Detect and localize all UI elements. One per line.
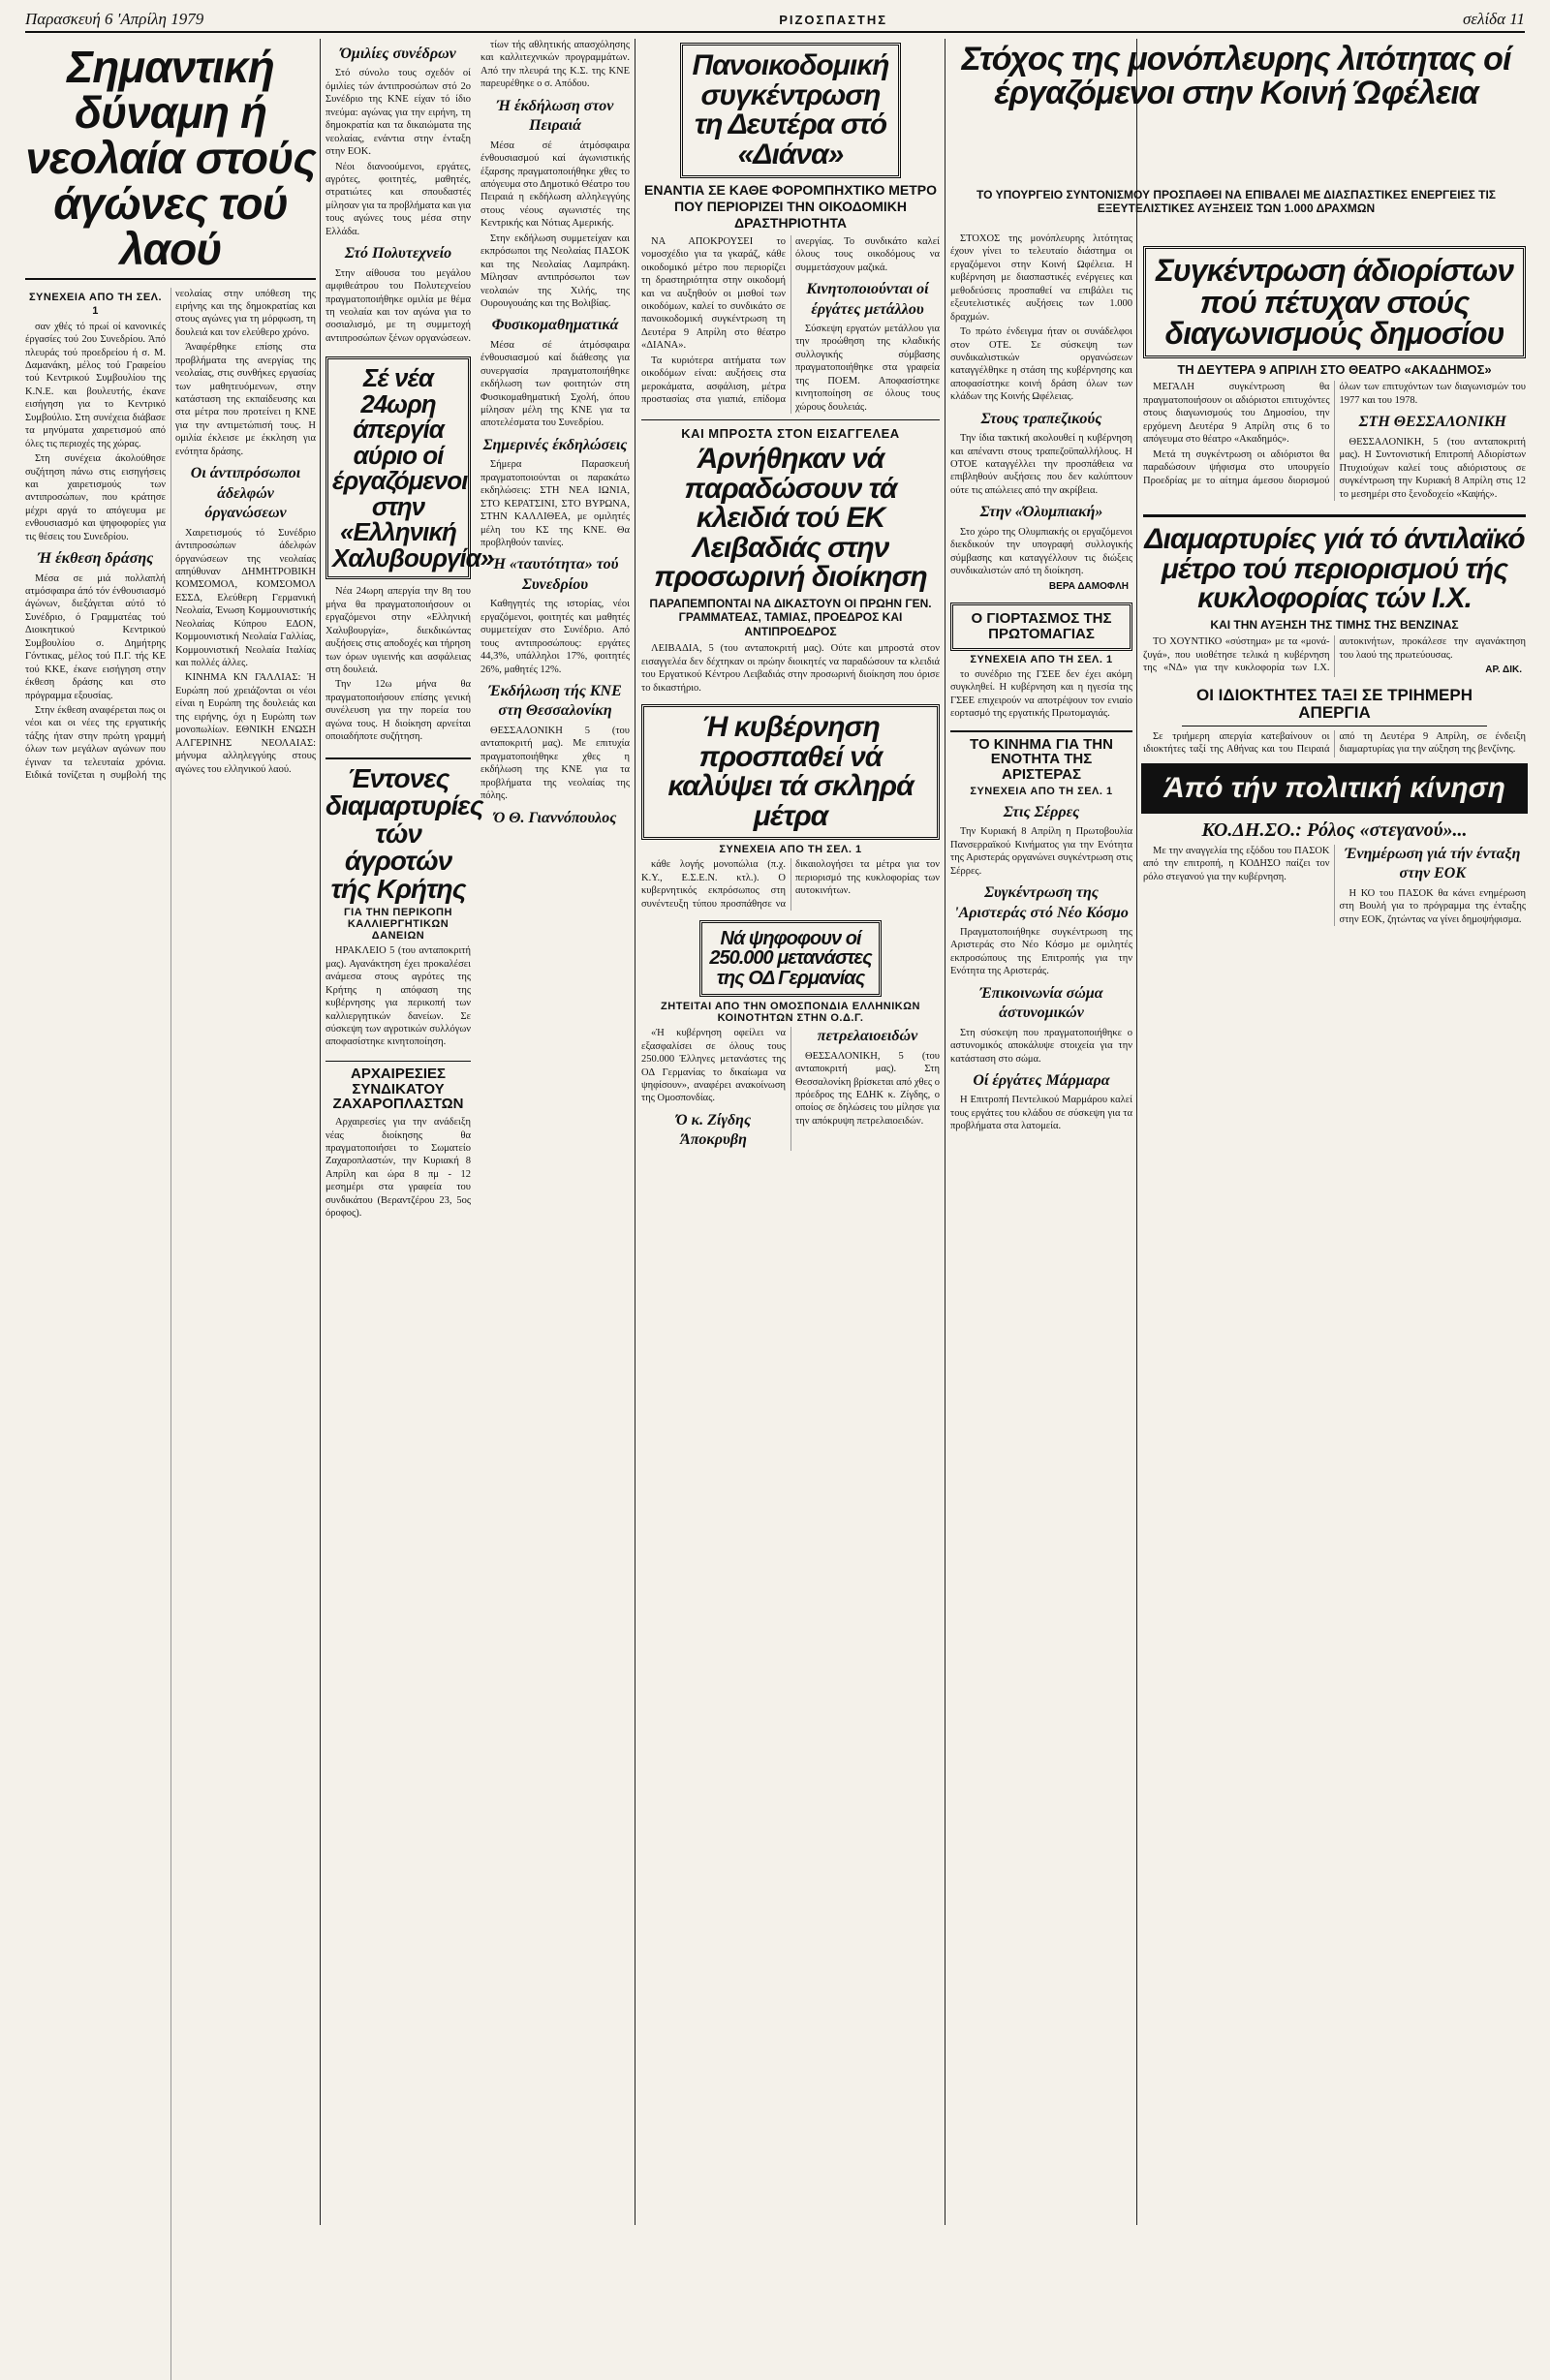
headline: Σημαντική δύναμη ή νεολαία στούς άγώνες τού λαού (25, 45, 316, 280)
kicker: ΚΑΙ ΜΠΡΟΣΤΑ ΣΤΟΝ ΕΙΣΑΓΓΕΛΕΑ (681, 426, 900, 442)
deck: ΖΗΤΕΙΤΑΙ ΑΠΟ ΤΗΝ ΟΜΟΣΠΟΝΔΙΑ ΕΛΛΗΝΙΚΩΝ ΚΟΙΝΟΤΗΤΩΝ ΣΤΗΝ Ο.Δ.Γ. (661, 1001, 920, 1025)
paragraph: Χαιρετισμούς τό Συνέδριο άντιπροσώπων άδελφών όργανώσεων της νεολαίας απηύθυναν ΔΗΜΗΤΡΟΒΙΚΗ ΚΟΜΣΟΜΟΛ, ΚΟΜΣΟΜΟΛ ΕΣΣΔ, Ελεύθερη Γερμανική Νεολαία, Ένωση Κομμουνιστικής Νεολαίας Κύπρου ΕΔΟΝ, Κομμουνιστική Νεολαία Γαλλίας, Κομμουνιστική Νεολαία Ιταλίας και πολλές άλλες. (175, 527, 316, 668)
paragraph: Με την αναγγελία της εξόδου του ΠΑΣΟΚ από την επιτροπή, η ΚΟΔΗΣΟ παίζει τον ρόλο στεγανού για την κυβέρνηση. (1143, 845, 1330, 882)
subheading: Ή «ταυτότητα» τού Συνεδρίου (491, 556, 619, 593)
article-body (326, 944, 471, 1049)
paragraph: Στην αίθουσα του μεγάλου αμφιθεάτρου του Πολυτεχνείου πραγματοποιήθηκε ομιλία με θέμα τη νεολαία και τον αγώνα για το σοσιαλισμό, με τη συμμετοχή αντιπροσώπων ξένων οργανώσεων. (326, 267, 472, 344)
article-body (950, 232, 1132, 593)
paragraph: ΣΤΟΧΟΣ της μονόπλευρης λιτότητας έχουν γίνει το τελευταίο διάστημα οι εργαζόμενοι στην Κοινή Ωφέλεια. Η κυβέρνηση με διασπαστικές ενέργειες και μεθοδεύσεις προσπαθεί να επιβάλει τις εξευτελιστικές αυξήσεις των 1.000 δραχμών. (950, 233, 1132, 323)
subheading: Φυσικομαθηματικά (491, 317, 619, 334)
paragraph: Μέσα σέ άτμόσφαιρα ένθουσιασμού καί διάθεσης για συνεργασία πραγματοποιήθηκε εκδήλωση των φοιτητών στη Φυσικομαθηματική Σχολή, όπου μίλησαν μέλη της ΚΝΕ για τα αποτελέσματα του Συνεδρίου. (480, 339, 630, 429)
column-rule (320, 39, 321, 2225)
government-measures-headline: Ή κυβέρνηση προσπαθεί νά καλύψει τά σκληρά μέτρα (641, 704, 940, 840)
paragraph: Την Κυριακή 8 Απρίλη η Πρωτοβουλία Πανσερραϊκού Κινήματος για την Ενότητα της Αριστεράς οργανώνει συγκέντρωση στις Σέρρες. (950, 826, 1132, 877)
paragraph: ΘΕΣΣΑΛΟΝΙΚΗ, 5 (του ανταποκριτή μας). Η Συντονιστική Επιτροπή Αδιορίστων Πτυχιούχων καλεί τους αδιόριστους σε συγκέντρωση την Κυριακή 8 Απρίλη στις 12 το μεσημέρι στο ξενοδοχείο «Καψής». (1339, 436, 1526, 500)
paragraph: ΗΡΑΚΛΕΙΟ 5 (του ανταποκριτή μας). Αγανάκτηση έχει προκαλέσει ανάμεσα στους αγρότες της Κρήτης η απόφαση της κυβέρνησης για περικοπή των καλλιεργητικών δανείων. Σε σύσκεψη των αγροτικών συλλόγων αποφασίστηκε κινητοποίηση. (326, 945, 471, 1048)
article-body (326, 585, 471, 743)
left-unity-headline: ΤΟ ΚΙΝΗΜΑ ΓΙΑ ΤΗΝ ΕΝΟΤΗΤΑ ΤΗΣ ΑΡΙΣΤΕΡΑΣ (950, 730, 1132, 783)
paragraph: Την ίδια τακτική ακολουθεί η κυβέρνηση και απέναντι στους τραπεζοϋπαλλήλους. Η ΟΤΟΕ καταγγέλλει την προσπάθεια να επιβληθούν αυξήσεις που δεν καλύπτουν ούτε τις απώλειες από την ακρίβεια. (950, 433, 1132, 496)
subheading: Στους τραπεζικούς (980, 410, 1102, 427)
article-body (25, 288, 316, 2380)
public-utility-deck (950, 184, 1522, 232)
subheading: Στις Σέρρες (1003, 803, 1080, 820)
subheading: Ή έκδήλωση στον Πειραιά (496, 97, 614, 135)
subheading: Στό Πολυτεχνείο (344, 245, 452, 263)
paragraph: Νέοι διανοούμενοι, εργάτες, αγρότες, φοιτητές, μαθητές, στρατιώτες και σπουδαστές μίλησαν για τα προβλήματα και για τους αγώνες τους μέσα στην Ελλάδα. (326, 161, 471, 237)
paragraph: Πραγματοποιήθηκε συγκέντρωση της Αριστεράς στο Νέο Κόσμο με ομιλητές εκπροσώπους της Επιτροπής για την Ενότητα της Αριστεράς. (950, 927, 1132, 977)
subheading: Ό κ. Ζίγδης Άποκρυβη πετρελαιοειδών (675, 1028, 918, 1149)
political-movement-banner: Άπό τήν πολιτική κίνηση (1143, 765, 1526, 812)
continued-label: ΣΥΝΕΧΕΙΑ ΑΠΟ ΤΗ ΣΕΛ. 1 (719, 844, 862, 856)
article-body (1143, 845, 1526, 926)
paragraph: σαν χθές τό πρωί οί κανονικές έργασίες τού 2ου Συνεδρίου. Άπό πλευράς τού προεδρείου ή σ. Μ. Δαμανάκη, μέλος τού Γραφείου τού Κεντρικού Συμβουλίου της Κ.Ν.Ε. και βουλευτής, έκανε εισήγηση για το Κεντρικό Συμβούλιο. Στη συνέχεια διάβασε τα μηνύματα χαιρετισμού από όλες τις περιοχές της χώρας. (25, 321, 166, 449)
deck: ΤΟ ΥΠΟΥΡΓΕΙΟ ΣΥΝΤΟΝΙΣΜΟΥ ΠΡΟΣΠΑΘΕΙ ΝΑ ΕΠΙΒΑΛΕΙ ΜΕ ΔΙΑΣΠΑΣΤΙΚΕΣ ΕΝΕΡΓΕΙΕΣ ΤΙΣ ΕΞΕΥΤΕΛΙΣΤΙΚΕΣ ΑΥΞΗΣΕΙΣ ΤΩΝ 1.000 ΔΡΑΧΜΩΝ (976, 188, 1496, 216)
column-five-body (950, 232, 1132, 2218)
continued-label: ΣΥΝΕΧΕΙΑ ΑΠΟ ΤΗ ΣΕΛ. 1 (970, 653, 1113, 665)
column-rule (635, 39, 636, 2225)
paragraph: ΘΕΣΣΑΛΟΝΙΚΗ 5 (του ανταποκριτή μας). Με επιτυχία πραγματοποιήθηκε χθες η εκδήλωση της ΚΝΕ για τα προβλήματα της νεολαίας της πόλης. (480, 725, 630, 802)
article-body (950, 668, 1132, 721)
article-body (326, 1116, 471, 1221)
paragraph: Άναφέρθηκε επίσης στα προβλήματα της ανεργίας της νεολαίας, στις συνθήκες εργασίας των μαθητευόμενων, στην κατάσταση της εκπαίδευσης και στα μέτρα που προτείνει η ΚΝΕ για την αντιμετώπισή τους. Η ομιλία έκλεισε με έκκληση για ενότητα δράσης. (175, 342, 316, 457)
paragraph: Μετά τη συγκέντρωση οι αδιόριστοι θα παραδώσουν ψήφισμα στο υπουργείο Προεδρίας με το αίτημα άμεσου διορισμού όλων των επιτυχόντων των διαγωνισμών του 1977 και του 1978. (1143, 382, 1526, 486)
subheading: Έκδήλωση τής ΚΝΕ στη Θεσσαλονίκη (488, 683, 622, 720)
steel-strike-headline: Σέ νέα 24ωρη άπεργία αύριο οί έργαζόμενοι στην «Ελληνική Χαλυβουργία» (326, 356, 471, 579)
subheading: Στην «Όλυμπιακή» (979, 504, 1103, 521)
paragraph: τίων τής αθλητικής απασχόλησης και καλλιτεχνικών προγραμμάτων. Από την πλευρά της Κ.Σ. της ΚΝΕ παρευρέθηκε ο σ. Απόδου. (480, 40, 630, 90)
column-three (480, 39, 630, 2218)
paragraph: Στη σύσκεψη που πραγματοποιήθηκε ο αστυνομικός αποκάλυψε στοιχεία για την κατάσταση στο σώμα. (950, 1027, 1132, 1065)
article-body (1143, 635, 1526, 677)
mayday-headline: Ο ΓΙΟΡΤΑΣΜΟΣ ΤΗΣ ΠΡΩΤΟΜΑΓΙΑΣ (950, 603, 1132, 651)
byline: ΑΡ. ΔΙΚ. (1485, 665, 1522, 676)
subheading: Ένημέρωση γιά τήν ένταξη στην ΕΟΚ (1345, 845, 1521, 882)
deck: ΠΑΡΑΠΕΜΠΟΝΤΑΙ ΝΑ ΔΙΚΑΣΤΟΥΝ ΟΙ ΠΡΩΗΝ ΓΕΝ. ΓΡΑΜΜΑΤΕΑΣ, ΤΑΜΙΑΣ, ΠΡΟΕΔΡΟΣ ΚΑΙ ΑΝΤΙΠΡΟΕΔΡΟΣ (649, 597, 932, 638)
public-utility-headline: Στόχος της μονόπλευρης λιτότητας οί έργαζόμενοι στην Κοινή Ώφέλεια (961, 41, 1511, 111)
paragraph: Το πρώτο ένδειγμα ήταν οι συνάδελφοι στον ΟΤΕ. Σε σύσκεψη των συνδικαλιστικών οργανώσεων καταγγέλθηκε η στάση της κυβέρνησης και αποφασίστηκε κοινή δράση όλων των κλάδων της Κοινής Ωφέλειας. (950, 326, 1132, 403)
leivadia-headline: Άρνήθηκαν νά παραδώσουν τά κλειδιά τού ΕΚ Λειβαδιάς στην προσωρινή διοίκηση (654, 443, 927, 594)
paragraph: ΛΕΙΒΑΔΙΑ, 5 (του ανταποκριτή μας). Ούτε και μπροστά στον εισαγγελέα δεν δέχτηκαν οι πρώην διοικητές να παραδώσουν τα κλειδιά του Εργατικού Κέντρου Λειβαδιάς στην προσωρινή διοίκηση που όρισε το δικαστήριο. (641, 643, 940, 694)
migrants-vote-headline: Νά ψηφοφουν οί 250.000 μετανάστες της ΟΔ Γερμανίας (699, 920, 882, 997)
subheading: Συγκέντρωση της 'Αριστεράς στό Νέο Κόσμο (954, 884, 1129, 921)
builders-rally-headline: Πανοικοδομική συγκέντρωση τη Δευτέρα στό «Διάνα» (680, 43, 901, 178)
paragraph: ΘΕΣΣΑΛΟΝΙΚΗ, 5 (του ανταποκριτή μας). Στη Θεσσαλονίκη βρίσκεται από χθες ο πρόεδρος της ΕΔΗΚ κ. Ζίγδης, ο οποίος σε δηλώσεις του μίλησε για την απόκρυψη πετρελαιοειδών. (795, 1050, 940, 1127)
paragraph: «Ή κυβέρνηση οφείλει να εξασφαλίσει σε όλους τους 250.000 Έλληνες μετανάστες της ΟΔ Γερμανίας το δικαίωμα να ψηφίσουν», αναφέρει ανακοίνωση της Ομοσπονδίας. (641, 1028, 786, 1104)
paragraph: Στην έκθεση αναφέρεται πως οι νέοι και οι νέες της εργατικής τάξης ήταν στην πρώτη γραμμή όλων των μεγάλων αγώνων που έγιναν τα τελευταία χρόνια. Ειδικά τονίζεται η συμβολή της νεολαίας στην υπόθεση της ειρήνης και της δημοκρατίας και στους αγώνες για τη μόρφωση, τη δουλειά και τον ελεύθερο χρόνο. (25, 288, 316, 782)
paragraph: Νέα 24ωρη απεργία την 8η του μήνα θα πραγματοποιήσουν οι εργαζόμενοι στην «Ελληνική Χαλυβουργία», διεκδικώντας αυξήσεις στις αποδοχές και τήρηση των όρων υγιεινής και ασφάλειας στη δουλειά. (326, 586, 471, 675)
column-six (1143, 242, 1526, 2218)
taxi-strike-headline: ΟΙ ΙΔΙΟΚΤΗΤΕΣ ΤΑΞΙ ΣΕ ΤΡΙΗΜΕΡΗ ΑΠΕΡΓΙΑ (1182, 687, 1487, 726)
car-restriction-headline: Διαμαρτυρίες γιά τό άντιλαϊκό μέτρο τού περιορισμού τής κυκλοφορίας τών Ι.Χ. (1143, 514, 1526, 614)
paragraph: ΚΙΝΗΜΑ ΚΝ ΓΑΛΛΙΑΣ: Ή Ευρώπη πού χρειάζονται οι νέοι είναι η Ευρώπη της δουλειάς και της ειρήνης, όχι η Ευρώπη των μονοπωλίων. ΕΘΝΙΚΗ ΕΝΩΣΗ ΑΛΓΕΡΙΝΗΣ ΝΕΟΛΑΙΑΣ: μήνυμα αλληλεγγύης στους αγώνες του ελληνικού λαού. (175, 672, 316, 775)
confectioners-headline: ΑΡΧΑΙΡΕΣΙΕΣ ΣΥΝΔΙΚΑΤΟΥ ΖΑΧΑΡΟΠΛΑΣΤΩΝ (326, 1061, 471, 1112)
continued-label: ΣΥΝΕΧΕΙΑ ΑΠΟ ΤΗ ΣΕΛ. 1 (970, 785, 1113, 797)
paragraph: Τα κυριότερα αιτήματα των οικοδόμων είναι: αυξήσεις στα μεροκάματα, ασφάλιση, μέτρα προστασίας στα γιαπιά, επίδομα ανεργίας. Το συνδικάτο καλεί όλους τους οικοδόμους να συμμετάσχουν μαζικά. (641, 235, 940, 406)
paragraph: Η Επιτροπή Πεντελικού Μαρμάρου καλεί τους εργάτες του κλάδου σε σύσκεψη για τα προβλήματα στα λατομεία. (950, 1095, 1132, 1132)
article-body (641, 858, 940, 911)
column-rule (945, 39, 946, 2225)
subheading: Όμιλίες συνέδρων (340, 46, 456, 62)
paragraph: Στό σύνολο τους σχεδόν οί όμιλίες τών άντιπροσώπων στό 2ο Συνέδριο της ΚΝΕ είχαν τό ίδιο πνεύμα: αγώνας για την ειρήνη, τη δημοκρατία και τα δικαιώματα της νεολαίας, ενάντια στην ένταξη στην ΕΟΚ. (326, 68, 471, 158)
paragraph: Η ΚΟ του ΠΑΣΟΚ θα κάνει ενημέρωση στη Βουλή για το πρόγραμμα της ένταξης στην ΕΟΚ, ζητώντας να γίνει δημοψήφισμα. (1339, 887, 1526, 925)
paragraph: ΜΕΓΑΛΗ συγκέντρωση θα πραγματοποιήσουν οι αδιόριστοι επιτυχόντες στους διαγωνισμούς του Δημοσίου, την ερχόμενη Δευτέρα 9 Απρίλη στις 6 το απόγευμα στο θέατρο «Ακαδημός». (1143, 382, 1330, 446)
unappointed-rally-headline: Συγκέντρωση άδιορίστων πού πέτυχαν στούς διαγωνισμούς δημοσίου (1143, 246, 1526, 358)
article-body (950, 803, 1132, 1133)
page-number: σελίδα 11 (1463, 10, 1525, 28)
column-rule (1136, 39, 1137, 2225)
column-four (641, 39, 940, 2218)
paragraph: το συνέδριο της ΓΣΕΕ δεν έχει ακόμη συγκληθεί. Η κυβέρνηση και η ηγεσία της ΓΣΕΕ επιχειρούν να αποτρέψουν τον ενιαίο εορτασμό της εργατικής Πρωτομαγιάς. (950, 668, 1132, 720)
paragraph: Στην εκδήλωση συμμετείχαν και εκπρόσωποι της Νεολαίας ΠΑΣΟΚ και της Νεολαίας Λαμπράκη. Μίλησαν αντιπρόσωποι των νεολαιών της Χιλής, της Ουρουγουάης και της Βολιβίας. (480, 232, 630, 309)
paragraph: κάθε λογής μονοπώλια (π.χ. Κ.Υ., Ε.Σ.Ε.Ν. κτλ.). Ο κυβερνητικός εκπρόσωπος στη συνέντευξη τύπου προσπάθησε να δικαιολογήσει τα μέτρα για τον περιορισμό της κυκλοφορίας των αυτοκινήτων. (641, 859, 940, 910)
paragraph: Σύσκεψη εργατών μετάλλου για την προώθηση της κλαδικής συλλογικής σύμβασης πραγματοποιήθηκε στα γραφεία της ΠΟΕΜ. Αποφασίστηκε κινητοποίηση σε όλους τους χώρους δουλειάς. (795, 324, 940, 413)
subheading: Ό Θ. Γιαννόπουλος (493, 809, 617, 826)
subheading: Οί έργάτες Μάρμαρα (973, 1072, 1110, 1090)
article-youth-congress (25, 39, 316, 2218)
page-header (25, 8, 1525, 33)
subheading: Σημερινές έκδηλώσεις (482, 436, 628, 453)
subheading: Κινητοποιούνται οί έργάτες μετάλλου (806, 281, 929, 318)
article-body (1143, 730, 1526, 757)
deck: ΚΑΙ ΤΗΝ ΑΥΞΗΣΗ ΤΗΣ ΤΙΜΗΣ ΤΗΣ ΒΕΝΖΙΝΑΣ (1210, 617, 1459, 632)
paragraph: Στο χώρο της Ολυμπιακής οι εργαζόμενοι διεκδικούν την υπογραφή συλλογικής σύμβασης και καταγγέλλουν τις διώξεις συνδικαλιστών από τη διοίκηση. (950, 526, 1132, 577)
article-body (480, 39, 630, 828)
paragraph: Καθηγητές της ιστορίας, νέοι εργαζόμενοι, φοιτητές και μαθητές συμμετείχαν στο Συνέδριο. Από τους αντιπροσώπους: εργάτες 44,3%, υπάλληλοι 17%, φοιτητές 26%, μαθητές 12%. (480, 599, 630, 675)
article-body (1143, 381, 1526, 501)
subheading: Ή έκθεση δράσης (37, 550, 154, 568)
deck: ΕΝΑΝΤΙΑ ΣΕ ΚΑΘΕ ΦΟΡΟΜΠΗΧΤΙΚΟ ΜΕΤΡΟ ΠΟΥ ΠΕΡΙΟΡΙΖΕΙ ΤΗΝ ΟΙΚΟΔΟΜΙΚΗ ΔΡΑΣΤΗΡΙΟΤΗΤΑ (644, 182, 937, 231)
paragraph: ΤΟ ΧΟΥΝΤΙΚΟ «σύστημα» με τα «μονά-ζυγά», που υιοθέτησε τελικά η κυβέρνηση της «ΝΔ» για την κυκλοφορία των Ι.Χ. αυτοκινήτων, προκάλεσε την αγανάκτηση του λαού της πρωτεύουσας. (1143, 636, 1526, 674)
issue-date: Παρασκευή 6 'Απρίλη 1979 (25, 10, 204, 28)
continued-label: ΣΥΝΕΧΕΙΑ ΑΠΟ ΤΗ ΣΕΛ. 1 (28, 291, 163, 317)
paragraph: Μέσα σε μιά πολλαπλή ατμόσφαιρα άπό τόν ένθουσιασμό άγώνων, διεξάγεται αύτό τό Συνέδριο, ό Γραμματέας τού Διοικητικού Κεντρικού Συμβουλίου σ. Δημήτρης Γόντικας, μέλος τού Π.Γ. τής ΚΕ τού ΚΚΕ, έκανε εισήγηση στην έκθεση δράσης και στο πρόγραμμα εξουσίας. (25, 572, 166, 701)
subheading: Οι άντιπρόσωποι άδελφών όργανώσεων (190, 465, 301, 522)
subheading: ΚΟ.ΔΗ.ΣΟ.: Ρόλος «στεγανού»... (1201, 819, 1468, 841)
paragraph: Σε τριήμερη απεργία κατεβαίνουν οι ιδιοκτήτες ταξί της Αθήνας και του Πειραιά από τη Δευτέρα 9 Απρίλη, σε ένδειξη διαμαρτυρίας για την αύξηση της βενζίνης. (1143, 730, 1526, 756)
paragraph: ΝΑ ΑΠΟΚΡΟΥΣΕΙ το νομοσχέδιο για τα γκαράζ, κάθε οικοδομικό μέτρο που περιορίζει τη δραστηριότητα στην οικοδομή και να αυξηθούν οι μισθοί των οικοδόμων, καλεί το συνδικάτο σε πανοικοδομική συγκέντρωση τη Δευτέρα 9 Απρίλη στο θέατρο «ΔΙΑΝΑ». (641, 235, 786, 352)
paragraph: Αρχαιρεσίες για την ανάδειξη νέας διοίκησης θα πραγματοποιήσει το Σωματείο Ζαχαροπλαστών, την Κυριακή 8 Απρίλη και ώρα 8 πμ - 12 μεσημέρι στα γραφεία του συνδικάτου (Βεραντζέρου 23, 5ος όροφος). (326, 1117, 471, 1220)
paragraph: Σήμερα Παρασκευή πραγματοποιούνται οι παρακάτω εκδηλώσεις: ΣΤΗ ΝΕΑ ΙΩΝΙΑ, ΣΤΟ ΚΕΡΑΤΣΙΝΙ, ΣΤΟ ΒΥΡΩΝΑ, ΣΤΗΝ ΚΑΛΛΙΘΕΑ, με ομιλητές μέλη του ΚΣ της ΚΝΕ. Θα προβληθούν ταινίες. (480, 459, 630, 548)
article-body (326, 45, 471, 345)
paragraph: Μέσα σέ άτμόσφαιρα ένθουσιασμού καί άγωνιστικής έξαρσης πραγματοποιήθηκε χθες το απόγευμα στο Δημοτικό Θέατρο του Πειραιά η εκδήλωση αλληλεγγύης στους νέους αγωνιστές της Κεντρικής και Νότιας Αμερικής. (480, 139, 630, 230)
article-body (641, 642, 940, 695)
column-two (326, 39, 494, 2218)
deck: ΤΗ ΔΕΥΤΕΡΑ 9 ΑΠΡΙΛΗ ΣΤΟ ΘΕΑΤΡΟ «ΑΚΑΔΗΜΟΣ» (1177, 361, 1492, 377)
crete-farmers-headline: Έντονες διαμαρτυρίες τών άγροτών τής Κρήτης (326, 757, 471, 904)
paragraph: Στη συνέχεια άκολούθησε συζήτηση πάνω στις εισηγήσεις και χαιρετισμούς των αντιπροσώπων, που κράτησε μέχρι αργά το απόγευμα με ενθουσιασμό και ψηφοφορίες για τις θέσεις του Συνεδρίου. (25, 453, 166, 542)
newspaper-name: ΡΙΖΟΣΠΑΣΤΗΣ (779, 12, 888, 27)
article-body (641, 235, 940, 414)
article-body (641, 1027, 940, 1151)
byline: ΒΕΡΑ ΔΑΜΟΦΛΗ (1048, 580, 1129, 592)
subheading: ΣΤΗ ΘΕΣΣΑΛΟΝΙΚΗ (1358, 414, 1506, 431)
paragraph: Την 12ω μήνα θα πραγματοποιήσουν επίσης γενική συνέλευση για την πορεία του αγώνα τους. Η διοίκηση αρνείται οποιαδήποτε συζήτηση. (326, 679, 471, 743)
subheading: Έπικοινωνία σώμα άστυνομικών (979, 984, 1103, 1022)
deck: ΓΙΑ ΤΗΝ ΠΕΡΙΚΟΠΗ ΚΑΛΛΙΕΡΓΗΤΙΚΩΝ ΔΑΝΕΙΩΝ (344, 907, 452, 943)
